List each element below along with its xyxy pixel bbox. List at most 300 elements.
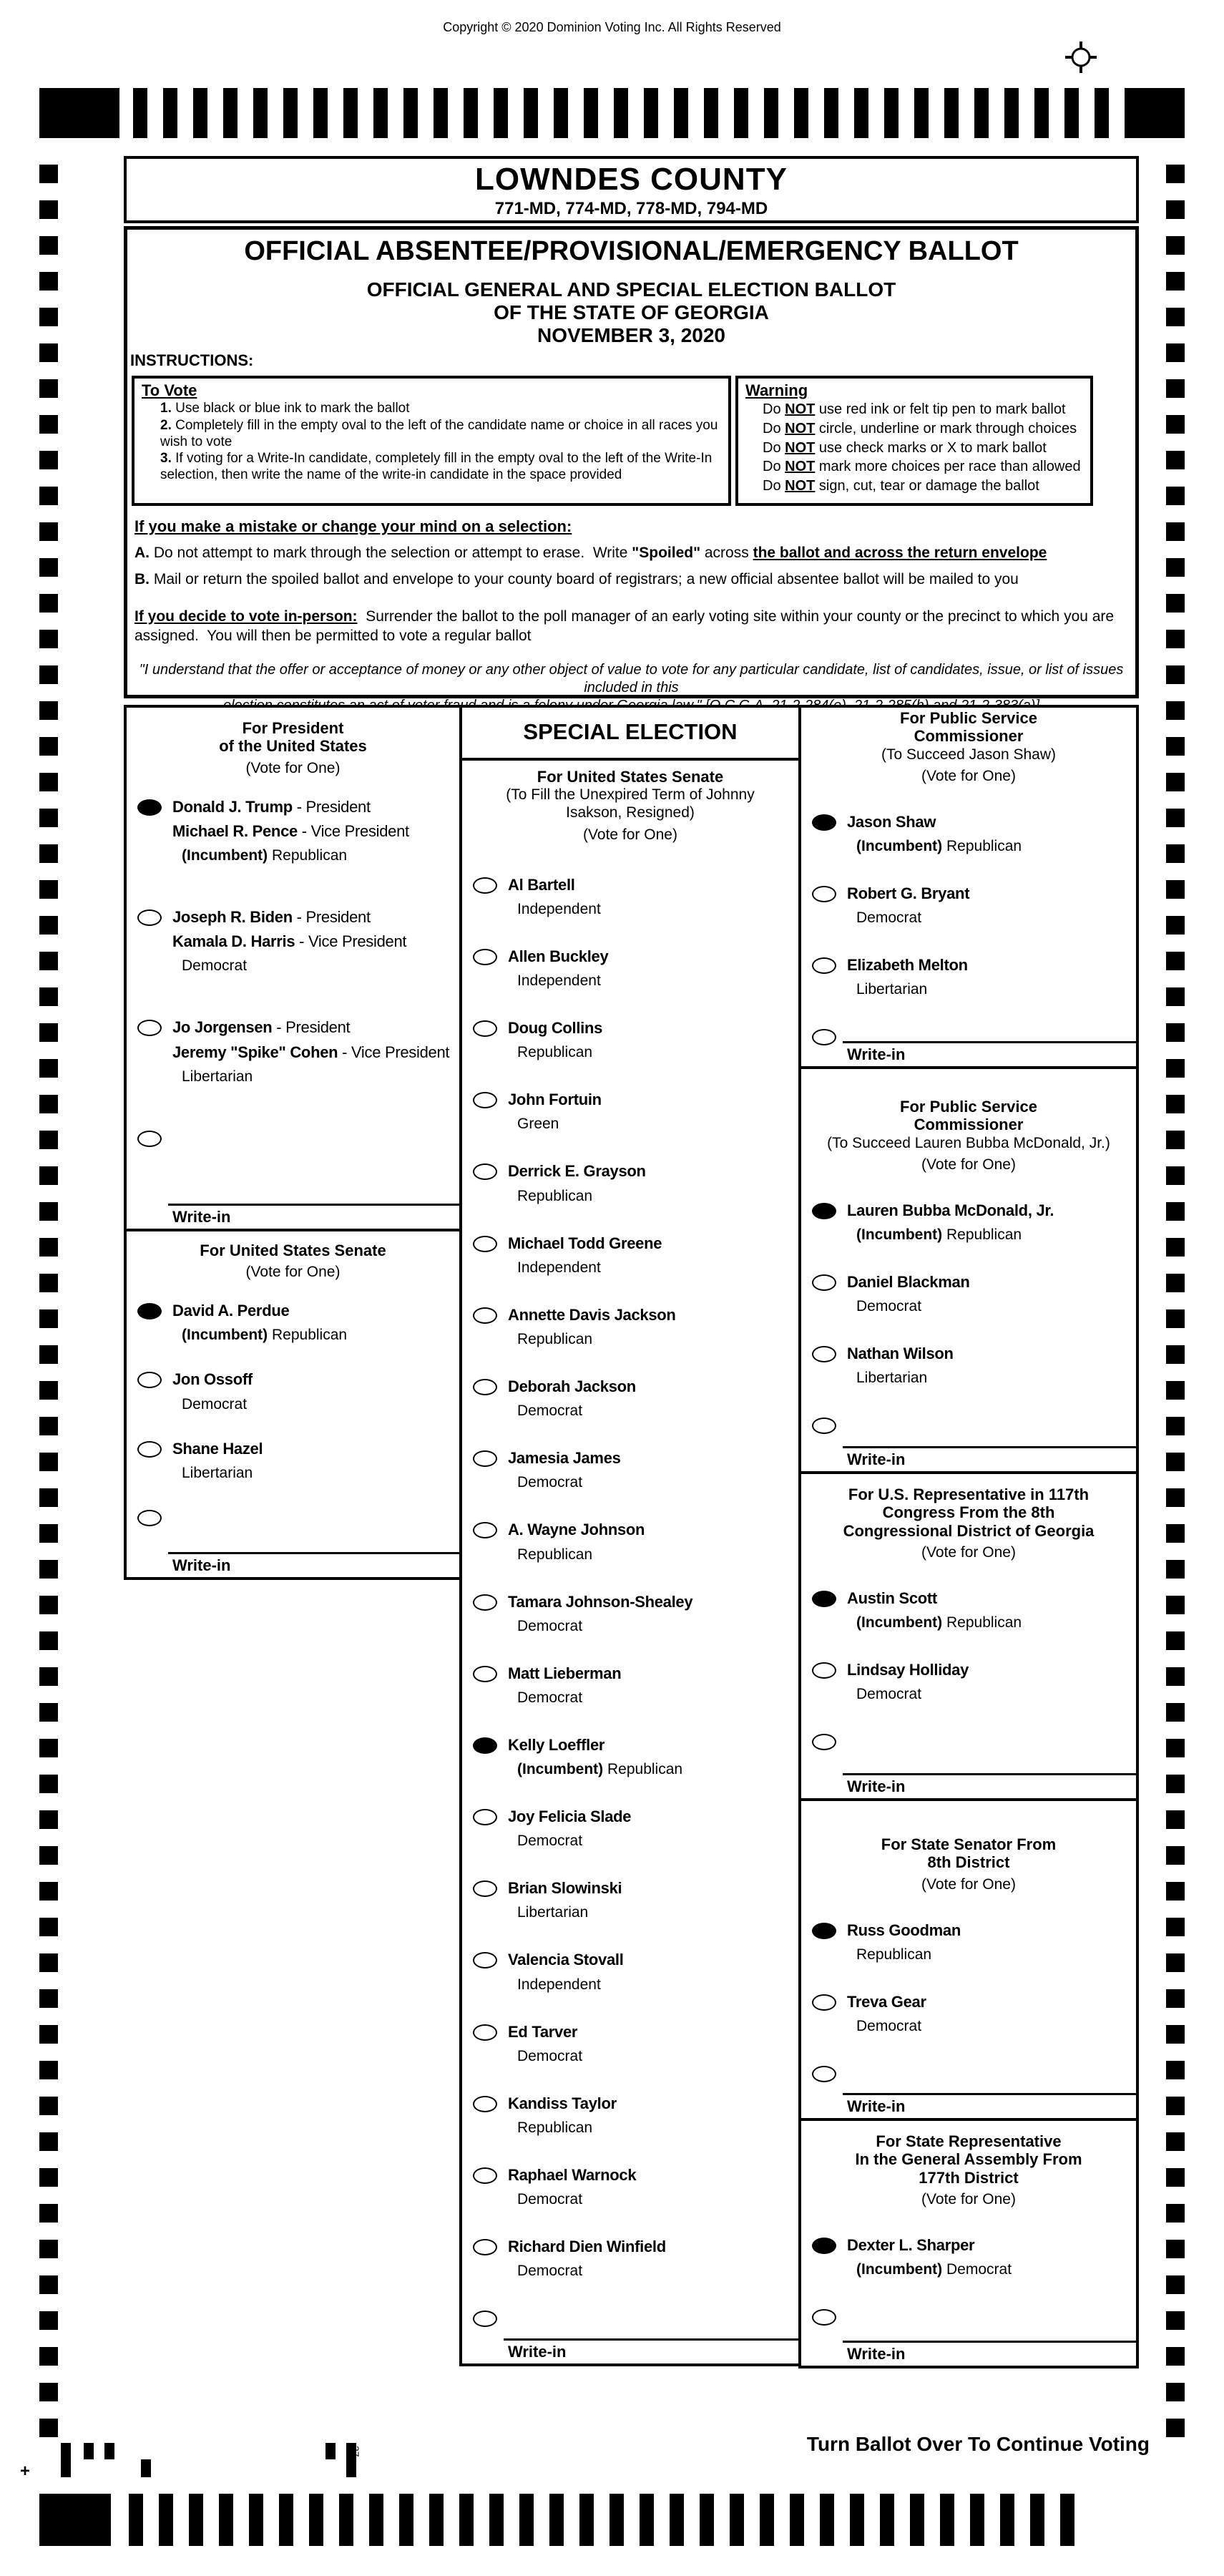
race-title: For U.S. Representative in 117th [848,1485,1090,1503]
candidate-party: Democrat [517,1617,583,1634]
warning-text: sign, cut, tear or damage the ballot [815,477,1039,494]
candidate-oval-empty[interactable] [473,2239,497,2255]
candidate-row [801,885,1136,927]
candidate-name: Jon Ossoff [172,1370,253,1389]
candidate-name-line [508,1737,798,1754]
candidate-party-line [508,901,798,918]
candidate-party-line [172,847,459,864]
candidate-party-line [847,838,1136,855]
race-subtitle: (To Succeed Lauren Bubba McDonald, Jr.) [827,1134,1110,1151]
candidate-party: Libertarian [856,1370,928,1387]
candidate-row [462,948,798,990]
candidate-row [462,2024,798,2065]
write-in-oval[interactable] [812,1734,836,1750]
candidate-oval-empty[interactable] [473,2096,497,2112]
candidate-oval-empty[interactable] [473,2167,497,2184]
candidate-oval-empty[interactable] [473,1092,497,1108]
candidate-name: Shane Hazel [172,1439,263,1458]
candidate-row [462,1020,798,1061]
write-in-label: Write-in [847,1045,906,1063]
timing-marks-left-edge [39,165,58,2437]
warning-prefix: Do [763,420,785,436]
barcode-bar-icon [104,2443,114,2459]
candidate-oval-empty[interactable] [473,1809,497,1825]
candidate-name-line [508,948,798,965]
candidate-party: Democrat [856,2017,922,2034]
candidate-row [462,1450,798,1491]
race-section [801,708,1136,1066]
candidate-oval-empty[interactable] [473,1952,497,1968]
candidate-name: John Fortuin [508,1091,602,1109]
candidate-oval-filled[interactable] [812,1591,836,1607]
candidate-party-line [847,2018,1136,2035]
mistake-title: If you make a mistake or change your mind on a selection: [134,517,572,535]
race-section [801,1798,1136,2118]
candidate-name-line [508,2167,798,2184]
candidate-party-line [508,2191,798,2208]
warning-items [745,400,1083,495]
candidate-party-line [847,1686,1136,1703]
candidate-oval-filled[interactable] [137,799,162,816]
write-in-area[interactable] [843,1041,1136,1064]
candidate-name-line [172,909,459,926]
candidate-party-line [508,1618,798,1635]
candidate-party-line [508,1188,798,1205]
candidate-row [801,1345,1136,1387]
candidate-name-line [508,2095,798,2112]
candidate-row [801,1922,1136,1963]
running-mate-name: Kamala D. Harris [172,932,295,951]
candidate-party: Democrat [856,909,922,927]
candidate-name: Deborah Jackson [508,1377,636,1395]
vote-for-instruction: (Vote for One) [245,1264,341,1281]
candidate-party: Democrat [946,2261,1012,2278]
candidate-party: Democrat [856,1298,922,1315]
candidate-party: Democrat [517,2263,583,2280]
candidate-party-line [508,1904,798,1921]
candidate-name-line [508,1951,798,1968]
candidate-row [462,1378,798,1420]
candidate-party-line [508,2263,798,2280]
to-vote-item [160,417,721,450]
candidate-party: Democrat [517,1689,583,1706]
ballot-type-title: OFFICIAL ABSENTEE/PROVISIONAL/EMERGENCY BALLOT [244,236,1019,266]
list-number: 3. [160,450,172,466]
candidate-name: Elizabeth Melton [847,956,968,975]
candidate-party: Republican [272,1327,348,1344]
write-in-area[interactable] [168,1204,459,1226]
candidate-party: Democrat [517,1833,583,1850]
candidate-row [462,2167,798,2208]
candidate-party: Republican [517,1546,593,1563]
barcode-bar-icon [84,2443,94,2459]
candidate-row [462,1951,798,1993]
write-in-label: Write-in [508,2343,567,2361]
candidate-party: Libertarian [182,1068,253,1085]
candidate-row [462,1880,798,1921]
candidate-name-line [508,1665,798,1682]
candidate-row [801,1202,1136,1244]
vote-for-instruction: (Vote for One) [921,2190,1016,2207]
race-title: For United States Senate [537,768,724,786]
candidate-name: Dexter L. Sharper [847,2235,975,2254]
candidate-row [462,1521,798,1563]
candidate-name-line [847,1922,1136,1939]
write-in-oval-row [801,2308,1136,2328]
candidate-party: Republican [946,1226,1022,1243]
candidate-name: Doug Collins [508,1019,603,1038]
write-in-area[interactable] [843,2341,1136,2363]
instruction-text: If voting for a Write-In candidate, completely fill in the empty oval to the left of the Write-In selection, then write the name of the write-in candidate in the space provided [160,450,716,483]
candidate-party: Republican [946,1614,1022,1631]
warning-prefix: Do [763,401,785,418]
candidate-party: Democrat [856,1686,922,1703]
candidate-name-line [508,1808,798,1825]
write-in-oval[interactable] [473,2311,497,2327]
candidate-party: Republican [856,1946,932,1963]
registration-crosshair-icon [1064,40,1098,74]
candidate-party-line [172,1465,459,1482]
warning-text: use check marks or X to mark ballot [815,439,1047,456]
race-title: Congressional District of Georgia [843,1521,1095,1540]
candidate-name-line [508,1594,798,1611]
candidate-oval-empty[interactable] [812,1994,836,2011]
candidate-name: Nathan Wilson [847,1345,954,1363]
warning-box [735,376,1093,506]
candidate-party: Republican [517,1330,593,1347]
voter-fraud-affidavit: "I understand that the offer or acceptance of money or any other object of value to vote for any particular candidate, list of candidates, issue, or list of issues included in this [139,662,1124,696]
candidate-oval-empty[interactable] [473,1163,497,1180]
timing-bars-icon [129,2494,1076,2546]
candidate-oval-empty[interactable] [473,1450,497,1467]
warning-not: NOT [785,401,816,418]
candidate-name: Donald J. Trump [172,797,293,816]
candidate-name-line [508,1450,798,1467]
candidate-name: Joseph R. Biden [172,907,293,926]
candidate-row [127,1440,459,1482]
write-in-label: Write-in [172,1556,231,1574]
to-vote-box [132,376,731,506]
write-in-oval[interactable] [137,1131,162,1147]
mistake-item-b: B. Mail or return the spoiled ballot and envelope to your county board of registrars; a new official absentee ballot will be mailed to you [134,571,1019,588]
vote-for-instruction: (Vote for One) [921,1875,1016,1893]
race-title: of the United States [219,737,367,756]
incumbent-label: (Incumbent) [517,1761,607,1778]
candidate-oval-empty[interactable] [473,1307,497,1324]
candidate-name: Kelly Loeffler [508,1735,605,1754]
candidate-oval-filled[interactable] [137,1303,162,1319]
candidate-oval-filled[interactable] [812,814,836,831]
vote-for-instruction: (Vote for One) [583,826,677,843]
race-title: Commissioner [914,1116,1024,1134]
column-state-races [798,705,1139,2368]
column-president-senate [124,705,462,1580]
warning-not: NOT [785,420,816,436]
candidate-oval-empty[interactable] [473,1379,497,1395]
candidate-name-line [508,2238,798,2255]
candidate-party-line [172,1327,459,1344]
write-in-oval[interactable] [812,1418,836,1434]
candidate-party-line [847,1370,1136,1387]
candidate-oval-empty[interactable] [473,2024,497,2041]
candidate-party-line [508,1044,798,1061]
write-in-oval[interactable] [812,1029,836,1045]
write-in-area[interactable] [504,2338,798,2361]
candidate-office-suffix: - President [292,907,371,926]
write-in-oval[interactable] [812,2309,836,2326]
race-section [801,2118,1136,2366]
running-mate-line [172,823,459,840]
race-title: 177th District [919,2168,1019,2187]
candidate-row [462,2095,798,2137]
candidate-party-line [508,1689,798,1707]
race-section [127,708,459,1229]
candidate-name-line [508,1091,798,1108]
candidate-oval-empty[interactable] [473,1880,497,1897]
incumbent-label: (Incumbent) [856,1226,946,1243]
race-section [801,1066,1136,1471]
candidate-oval-filled[interactable] [473,1737,497,1754]
candidate-oval-empty[interactable] [812,1346,836,1362]
instruction-text: Completely fill in the empty oval to the left of the candidate name or choice in all races you wish to vote [160,417,722,449]
warning-item [763,400,1083,419]
candidate-party-line [508,1546,798,1563]
write-in-oval[interactable] [137,1510,162,1526]
write-in-oval-row [801,1417,1136,1436]
candidate-oval-empty[interactable] [137,1372,162,1388]
candidate-row [127,1302,459,1344]
barcode-bar-icon [325,2443,336,2459]
warning-prefix: Do [763,459,785,475]
race-subtitle: Isakson, Resigned) [566,804,695,821]
race-section [462,761,798,2363]
candidate-name: A. Wayne Johnson [508,1521,645,1539]
candidate-party: Republican [517,1044,593,1061]
state-line: OF THE STATE OF GEORGIA [494,301,769,323]
race-subtitle: (To Succeed Jason Shaw) [881,746,1056,763]
race-section [127,1229,459,1577]
candidate-party-line [847,2261,1136,2278]
candidate-party: Independent [517,1259,601,1276]
candidate-oval-filled[interactable] [812,1923,836,1939]
county-header-box [124,156,1139,223]
candidate-party: Democrat [182,1395,248,1413]
warning-item [763,477,1083,496]
candidate-row [801,2237,1136,2278]
candidate-row [462,1307,798,1348]
candidate-name: David A. Perdue [172,1302,290,1320]
write-in-label: Write-in [847,1450,906,1468]
candidate-name: Al Bartell [508,875,575,894]
candidate-name-line [847,1202,1136,1219]
candidate-oval-empty[interactable] [812,1274,836,1291]
candidate-oval-empty[interactable] [137,909,162,926]
candidate-name: Richard Dien Winfield [508,2238,666,2256]
candidate-party-line [172,1396,459,1413]
race-title: For State Representative [876,2132,1062,2150]
running-mate-name: Michael R. Pence [172,821,298,840]
candidate-party-line [847,1946,1136,1963]
candidate-name-line [847,957,1136,974]
candidate-row [462,1808,798,1850]
election-title: OFFICIAL GENERAL AND SPECIAL ELECTION BALLOT [366,278,896,301]
write-in-label: Write-in [847,1777,906,1795]
candidate-party: Democrat [182,957,248,975]
candidate-oval-filled[interactable] [812,1203,836,1219]
warning-prefix: Do [763,477,785,494]
warning-not: NOT [785,459,816,475]
candidate-name-line [508,1235,798,1252]
write-in-area[interactable] [843,1773,1136,1796]
candidate-party-line [508,1833,798,1850]
candidate-oval-empty[interactable] [473,1020,497,1037]
write-in-oval[interactable] [812,2066,836,2082]
candidate-name: Matt Lieberman [508,1664,622,1682]
timing-marks-right-edge [1166,165,1185,2437]
candidate-oval-empty[interactable] [473,1522,497,1538]
candidate-row [127,909,459,975]
candidate-name-line [508,1163,798,1180]
write-in-area[interactable] [843,1446,1136,1469]
candidate-row [801,814,1136,855]
candidate-oval-empty[interactable] [137,1020,162,1036]
candidate-oval-empty[interactable] [812,957,836,974]
candidate-row [462,1163,798,1204]
candidate-party: Libertarian [182,1464,253,1481]
candidate-name: Brian Slowinski [508,1879,622,1898]
candidate-row [462,877,798,918]
candidate-oval-empty[interactable] [812,1662,836,1679]
candidate-party-line [847,981,1136,998]
candidate-name: Ed Tarver [508,2022,578,2041]
candidate-name: Annette Davis Jackson [508,1305,676,1324]
candidate-party: Independent [517,900,601,917]
instruction-text: Use black or blue ink to mark the ballot [171,401,410,416]
candidate-name-line [508,1521,798,1538]
candidate-row [127,1371,459,1413]
race-title: For Public Service [900,1098,1037,1116]
candidate-row [462,1594,798,1635]
incumbent-label: (Incumbent) [856,837,946,854]
race-section [801,1471,1136,1798]
candidate-party-line [847,1226,1136,1244]
candidate-oval-empty[interactable] [473,1666,497,1682]
incumbent-label: (Incumbent) [182,847,272,864]
incumbent-label: (Incumbent) [182,1327,272,1344]
candidate-party: Republican [517,1187,593,1204]
barcode-bar-icon [61,2443,71,2477]
candidate-name-line [847,1994,1136,2011]
candidate-row [801,957,1136,998]
candidate-party: Democrat [517,1402,583,1420]
candidate-party-line [508,1761,798,1778]
candidate-party: Democrat [517,2047,583,2064]
candidate-party: Republican [272,847,348,864]
county-districts: 771-MD, 774-MD, 778-MD, 794-MD [494,199,768,218]
copyright-line: Copyright © 2020 Dominion Voting Inc. All Rights Reserved [443,20,781,34]
candidate-row [462,1665,798,1707]
candidate-oval-empty[interactable] [473,949,497,965]
candidate-party-line [508,1402,798,1420]
timing-block-icon [1125,88,1185,138]
timing-marks-top [39,88,1185,138]
candidate-party: Independent [517,1976,601,1993]
warning-text: mark more choices per race than allowed [815,459,1081,475]
write-in-oval-row [801,2065,1136,2084]
race-title: Congress From the 8th [882,1503,1055,1522]
candidate-name-line [847,1662,1136,1679]
candidate-oval-empty[interactable] [473,1594,497,1611]
warning-not: NOT [785,477,816,494]
candidate-office-suffix: - President [292,797,371,816]
list-number: 1. [160,401,172,416]
write-in-label: Write-in [847,2097,906,2115]
candidate-party: Republican [517,2119,593,2137]
list-number: 2. [160,417,172,433]
warning-text: use red ink or felt tip pen to mark ballot [815,401,1066,418]
timing-block-icon [39,88,119,138]
warning-item [763,457,1083,477]
candidate-party: Independent [517,972,601,990]
write-in-area[interactable] [168,1552,459,1575]
candidate-name-line [847,2237,1136,2254]
candidate-party-line [172,957,459,975]
candidate-party: Democrat [517,2191,583,2208]
candidate-name-line [172,1302,459,1319]
candidate-row [127,799,459,864]
turn-ballot-over-text: Turn Ballot Over To Continue Voting [806,2433,1150,2455]
candidate-party: Republican [607,1761,683,1778]
timing-marks-bottom [39,2494,1077,2546]
plus-registration-mark: + [20,2462,31,2481]
candidate-row [801,1994,1136,2035]
candidate-name-line [508,877,798,894]
to-vote-title: To Vote [142,381,197,399]
candidate-name: Allen Buckley [508,947,609,965]
candidate-oval-filled[interactable] [812,2238,836,2254]
candidate-party: Libertarian [856,981,928,998]
warning-item [763,419,1083,439]
vote-for-instruction: (Vote for One) [245,759,341,776]
vote-in-person-note: If you decide to vote in-person: Surrender the ballot to the poll manager of an early voting site within your county or the precinct to which you are assigned. You will then be permitted to vote a regular ballot [134,608,1118,644]
candidate-party: Libertarian [517,1904,589,1921]
candidate-name-line [847,1345,1136,1362]
write-in-area[interactable] [843,2093,1136,2116]
candidate-name: Valencia Stovall [508,1951,624,1969]
candidate-name-line [508,1307,798,1324]
candidate-party-line [508,1116,798,1133]
vote-for-instruction: (Vote for One) [921,767,1016,784]
incumbent-label: (Incumbent) [856,2261,946,2278]
candidate-name-line [847,1274,1136,1291]
candidate-row [801,1662,1136,1703]
candidate-party-line [172,1068,459,1085]
candidate-name-line [508,1880,798,1897]
candidate-party-line [847,909,1136,927]
candidate-oval-empty[interactable] [473,1236,497,1252]
candidate-name: Lindsay Holliday [847,1661,969,1679]
to-vote-item [160,400,721,416]
candidate-row [462,2238,798,2280]
candidate-row [462,1235,798,1277]
warning-text: circle, underline or mark through choices [815,420,1077,436]
candidate-name: Tamara Johnson-Shealey [508,1592,693,1611]
candidate-name: Russ Goodman [847,1921,961,1939]
candidate-name-line [508,1020,798,1037]
candidate-oval-empty[interactable] [473,877,497,894]
candidate-oval-empty[interactable] [137,1441,162,1458]
candidate-oval-empty[interactable] [812,886,836,902]
